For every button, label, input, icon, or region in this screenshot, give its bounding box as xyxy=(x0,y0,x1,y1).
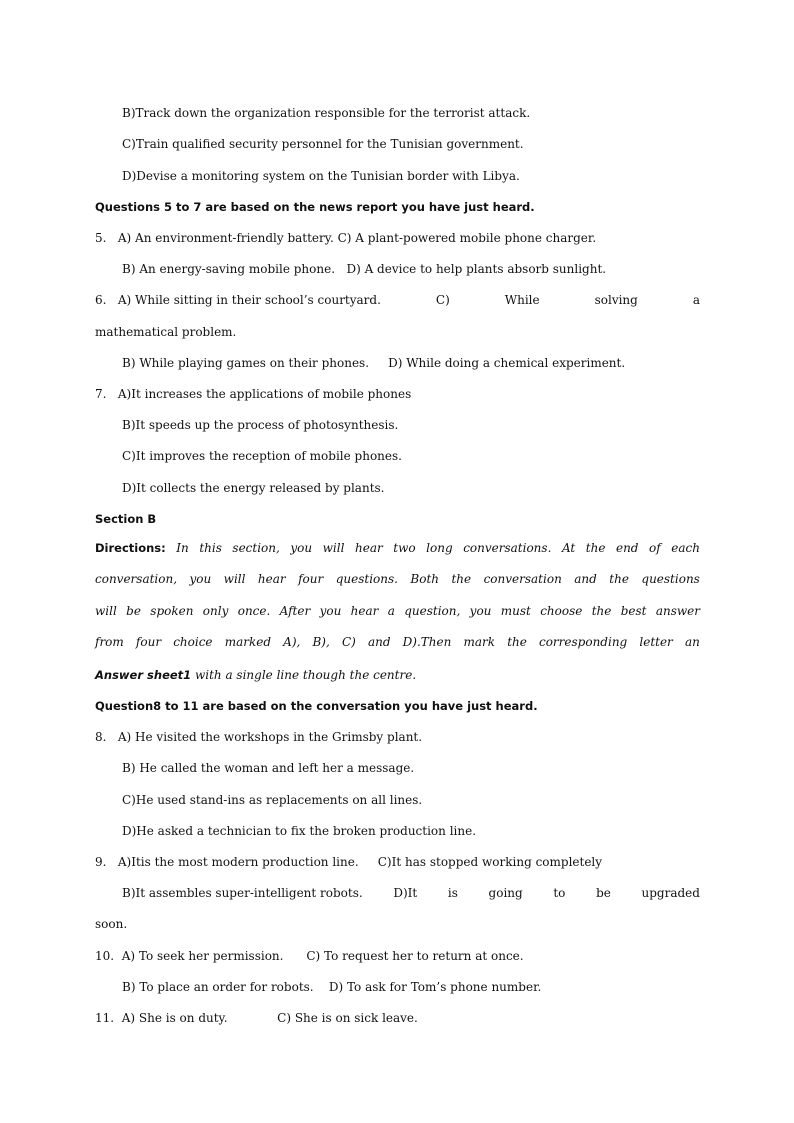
q7-option-d: D)It collects the energy released by plants. xyxy=(122,481,385,495)
directions-word: four xyxy=(135,635,162,649)
directions-word: an xyxy=(684,635,700,649)
directions-word: D).Then xyxy=(402,635,452,649)
directions-word: you xyxy=(290,541,313,555)
q8-option-a: 8. A) He visited the workshops in the Grimsby plant. xyxy=(95,730,423,744)
q4-option-d: D)Devise a monitoring system on the Tunisian border with Libya. xyxy=(122,169,520,183)
directions-word: you xyxy=(319,604,342,618)
q6-line1 xyxy=(95,292,700,308)
q9-line2-part: be xyxy=(596,886,611,900)
answer-sheet-label: Answer sheet1 xyxy=(95,668,192,682)
directions-word: from xyxy=(95,635,124,649)
q9-line2-part: going xyxy=(488,886,523,900)
directions-word: conversation xyxy=(483,572,562,586)
q6-line2: B) While playing games on their phones. D) While doing a chemical experiment. xyxy=(122,356,626,370)
q6-line1-part: While xyxy=(504,293,540,307)
directions-word: spoken xyxy=(150,604,194,618)
q9-line2-part: to xyxy=(553,886,566,900)
directions-word: and xyxy=(367,635,391,649)
directions-word: marked xyxy=(224,635,272,649)
q9-line2-part: is xyxy=(447,886,458,900)
directions-line1 xyxy=(95,540,700,556)
q4-option-c: C)Train qualified security personnel for the Tunisian government. xyxy=(122,137,524,151)
directions-word: you xyxy=(469,604,492,618)
q5-line1: 5. A) An environment-friendly battery. C) A plant-powered mobile phone charger. xyxy=(95,231,597,245)
directions-word: best xyxy=(620,604,647,618)
section-b-heading: Section B xyxy=(95,512,157,526)
q9-line2-part: upgraded xyxy=(641,886,700,900)
q7-option-b: B)It speeds up the process of photosynthesis. xyxy=(122,418,399,432)
q6-line1-part: 6. A) While sitting in their school’s courtyard. xyxy=(95,293,381,307)
directions-word: B), xyxy=(312,635,330,649)
directions-word: Both xyxy=(410,572,440,586)
directions-line5-rest: with a single line though the centre. xyxy=(191,668,417,682)
directions-word: you xyxy=(189,572,212,586)
q9-line2-part: D)It xyxy=(393,886,418,900)
directions-word: hear xyxy=(257,572,286,586)
q4-option-b: B)Track down the organization responsible for the terrorist attack. xyxy=(122,106,531,120)
q6-line1-continued: mathematical problem. xyxy=(95,325,237,339)
q5-line2: B) An energy-saving mobile phone. D) A device to help plants absorb sunlight. xyxy=(122,262,607,276)
directions-word: a xyxy=(387,604,395,618)
directions-line2 xyxy=(95,571,700,587)
directions-word: will xyxy=(322,541,345,555)
directions-word: will xyxy=(223,572,246,586)
directions-word: once. xyxy=(237,604,271,618)
q6-line1-part: C) xyxy=(435,293,450,307)
directions-word: questions xyxy=(641,572,700,586)
directions-word: of xyxy=(649,541,661,555)
directions-word: and xyxy=(574,572,597,586)
directions-word: At xyxy=(561,541,576,555)
heading-questions-8-11: Question8 to 11 are based on the conversation you have just heard. xyxy=(95,699,538,713)
directions-word: choose xyxy=(540,604,583,618)
directions-word: hear xyxy=(350,604,379,618)
directions-word: answer xyxy=(655,604,700,618)
directions-word: letter xyxy=(639,635,673,649)
directions-word: conversation, xyxy=(95,572,178,586)
directions-word: questions. xyxy=(335,572,398,586)
q11-line1: 11. A) She is on duty. C) She is on sick leave. xyxy=(95,1011,418,1025)
directions-word: After xyxy=(279,604,311,618)
directions-word: In xyxy=(176,541,189,555)
directions-word: the xyxy=(609,572,629,586)
q6-line1-part: solving xyxy=(594,293,638,307)
directions-word: C) xyxy=(341,635,356,649)
directions-word: A), xyxy=(283,635,301,649)
directions-word: only xyxy=(202,604,229,618)
directions-word: question, xyxy=(404,604,461,618)
directions-word: four xyxy=(298,572,324,586)
directions-word: the xyxy=(451,572,472,586)
q8-option-c: C)He used stand-ins as replacements on all lines. xyxy=(122,793,423,807)
q6-line1-part: a xyxy=(692,293,700,307)
q10-line2: B) To place an order for robots. D) To ask for Tom’s phone number. xyxy=(122,980,542,994)
directions-word: section, xyxy=(232,541,280,555)
directions-word: choice xyxy=(173,635,213,649)
directions-word: long xyxy=(426,541,453,555)
q9-line2 xyxy=(122,885,700,901)
directions-word: conversations. xyxy=(463,541,552,555)
directions-word: mark xyxy=(463,635,496,649)
directions-line4 xyxy=(95,634,700,650)
directions-word: each xyxy=(671,541,700,555)
directions-line3 xyxy=(95,603,700,619)
directions-word: end xyxy=(615,541,639,555)
directions-word: this xyxy=(199,541,222,555)
directions-word: must xyxy=(500,604,531,618)
directions-word: hear xyxy=(355,541,383,555)
q9-line1: 9. A)Itis the most modern production line. C)It has stopped working completely xyxy=(95,855,603,869)
directions-line5 xyxy=(95,667,416,683)
directions-word: the xyxy=(585,541,606,555)
directions-word: corresponding xyxy=(538,635,628,649)
q8-option-d: D)He asked a technician to fix the broken production line. xyxy=(122,824,477,838)
directions-word: will xyxy=(95,604,117,618)
directions-label: Directions: xyxy=(95,541,166,555)
directions-word: the xyxy=(507,635,527,649)
q7-option-a: 7. A)It increases the applications of mobile phones xyxy=(95,387,412,401)
q9-line2-continued: soon. xyxy=(95,917,128,931)
directions-word: be xyxy=(126,604,141,618)
q9-line2-part: B)It assembles super-intelligent robots. xyxy=(122,886,363,900)
q10-line1: 10. A) To seek her permission. C) To request her to return at once. xyxy=(95,949,524,963)
q7-option-c: C)It improves the reception of mobile phones. xyxy=(122,449,402,463)
heading-questions-5-7: Questions 5 to 7 are based on the news report you have just heard. xyxy=(95,200,535,214)
directions-word: two xyxy=(393,541,416,555)
q8-option-b: B) He called the woman and left her a message. xyxy=(122,761,415,775)
directions-word: the xyxy=(591,604,612,618)
